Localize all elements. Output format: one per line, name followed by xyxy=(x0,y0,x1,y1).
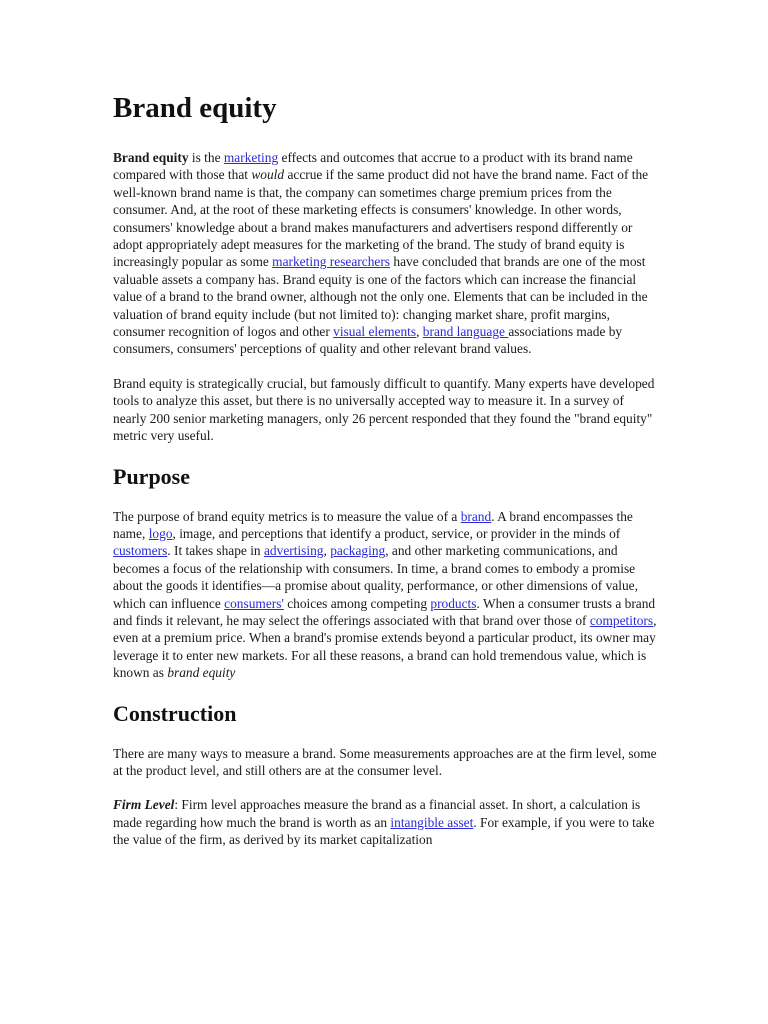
text-run: . It takes shape in xyxy=(167,543,264,559)
bold-term: Brand equity xyxy=(113,150,189,165)
link-marketing-researchers[interactable]: marketing researchers xyxy=(272,254,391,270)
link-products[interactable]: products xyxy=(430,595,477,611)
link-competitors[interactable]: competitors xyxy=(589,612,654,628)
link-packaging[interactable]: packaging xyxy=(330,543,386,559)
emphasis-would: would xyxy=(251,167,285,183)
link-logo[interactable]: logo xyxy=(148,525,173,541)
paragraph-quantify: Brand equity is strategically crucial, but famously difficult to quantify. Many experts have developed tools to analyze this asset, but there is no universally accepted way to measure it. In a survey of nearly 200 senior marketing managers, only 26 percent responded that they found the "brand equity" metric very useful. xyxy=(113,375,655,444)
text-run: : Firm level approaches measure the brand as a financial asset. In short, a calculation is made regarding how much the brand is worth as an xyxy=(113,797,641,830)
text-run: is the xyxy=(188,150,224,165)
text-run: , even at a premium price. When a brand's promise extends beyond a particular product, its owner may leverage it to enter new markets. For all these reasons, a brand can hold tremendous value, which is known as xyxy=(113,612,657,681)
heading-construction: Construction xyxy=(113,700,237,726)
firm-level-paragraph xyxy=(113,796,658,848)
text-run: , xyxy=(416,324,423,340)
text-run: The purpose of brand equity metrics is to measure the value of a xyxy=(113,508,461,524)
text-run: , xyxy=(323,543,331,559)
link-customers[interactable]: customers xyxy=(113,543,168,559)
text-run: , and other marketing communications, and becomes a focus of the relationship with consumers. In time, a brand comes to embody a promise about the goods it identifies—a promise about quality, performance, or other dimensions of value, which can influence xyxy=(113,543,638,611)
text-run: , image, and perceptions that identify a product, service, or provider in the minds of xyxy=(172,525,621,541)
document-page xyxy=(113,88,658,866)
text-run: . When a consumer trusts a brand and finds it relevant, he may select the offerings associated with that brand over those of xyxy=(113,595,656,628)
link-consumers[interactable]: consumers' xyxy=(224,595,284,611)
emphasis-brand-equity: brand equity xyxy=(167,665,236,681)
text-run: . For example, if you were to take the value of the firm, as derived by its market capitalization xyxy=(113,814,655,848)
text-run: associations made by consumers, consumers' perceptions of quality and other relevant brand values. xyxy=(113,324,623,357)
link-advertising[interactable]: advertising xyxy=(263,543,324,559)
link-brand-language[interactable]: brand language xyxy=(422,324,509,340)
text-run: . A brand encompasses the name, xyxy=(113,508,633,541)
page-title: Brand equity xyxy=(113,92,277,124)
purpose-paragraph xyxy=(113,508,658,682)
text-run: choices among competing xyxy=(283,595,431,611)
construction-paragraph: There are many ways to measure a brand. Some measurements approaches are at the firm level, some at the product level, and still others are at the consumer level. xyxy=(113,745,657,778)
link-visual-elements[interactable]: visual elements xyxy=(333,324,417,340)
link-intangible-asset[interactable]: intangible asset xyxy=(390,814,474,830)
intro-paragraph xyxy=(113,149,658,358)
link-marketing[interactable]: marketing xyxy=(223,150,279,165)
link-brand[interactable]: brand xyxy=(460,508,492,524)
text-run: accrue if the same product did not have the brand name. Fact of the well-known brand name is that, the company can sometimes charge premium prices from the consumer. And, at the root of these marketing effects is consumers' knowledge. In other words, consumers' knowledge about a brand makes manufacturers and advertisers respond differently or adopt appropriately adept measures for the marketing of the brand. The study of brand equity is increasingly popular as some xyxy=(113,167,649,270)
text-run: effects and outcomes that accrue to a product with its brand name compared with those that xyxy=(113,150,633,183)
heading-purpose: Purpose xyxy=(113,463,190,489)
text-run: have concluded that brands are one of the most valuable assets a company has. Brand equity is one of the factors which can increase the financial value of a brand to the brand owner, although not the only one. Elements that can be included in the valuation of brand equity include (but not limited to): changing market share, profit margins, consumer recognition of logos and other xyxy=(113,254,648,340)
firm-level-label: Firm Level xyxy=(113,797,175,813)
